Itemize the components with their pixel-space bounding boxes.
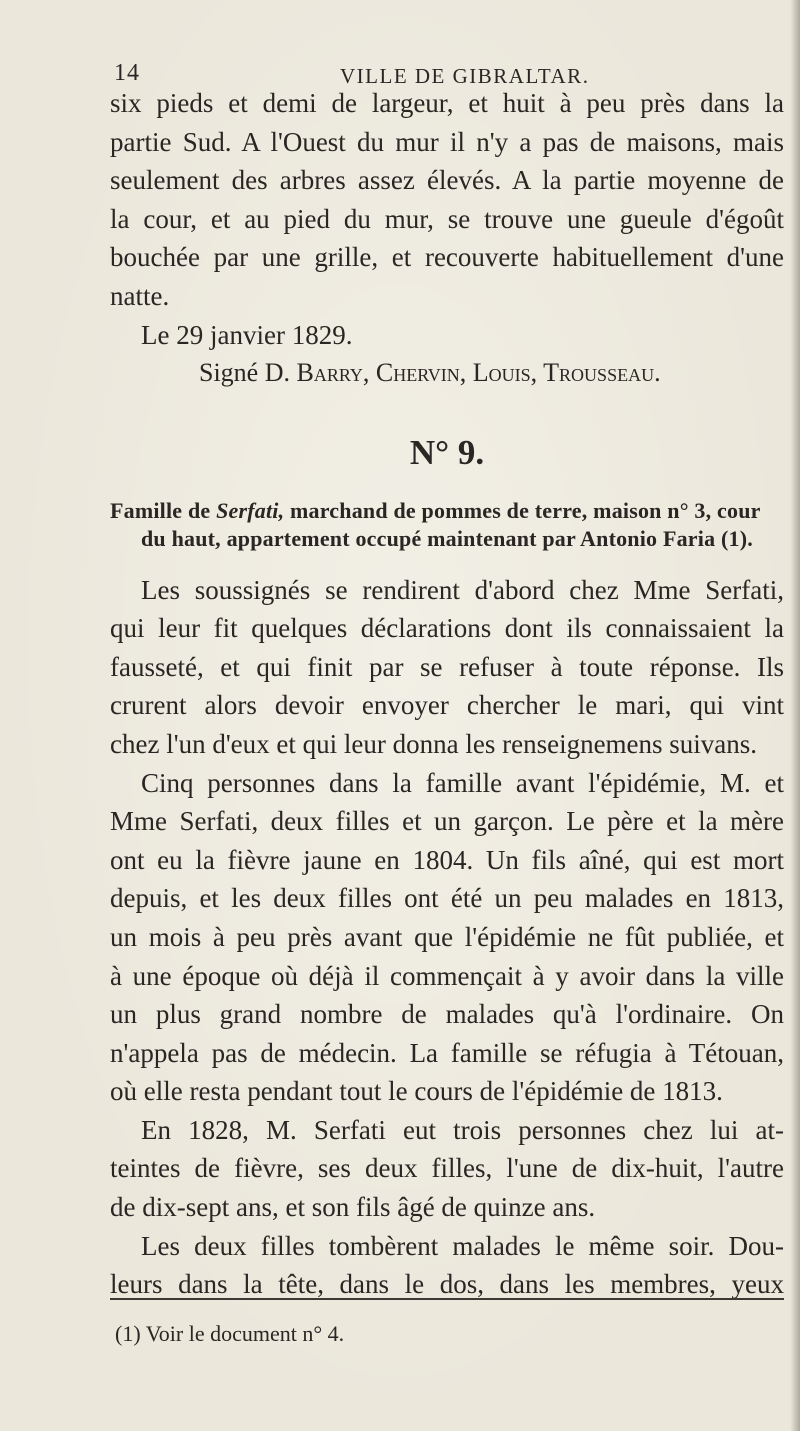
text-line: la cour, et au pied du mur, se trouve une gueule d'égoût xyxy=(110,203,784,234)
text-line: depuis, et les deux filles ont été un peu malades en 1813, xyxy=(110,883,784,914)
description-part: Famille de xyxy=(110,497,217,523)
running-head: VILLE DE GIBRALTAR. xyxy=(340,64,590,88)
family-name: Serfati, xyxy=(216,497,285,523)
section-description xyxy=(110,497,784,553)
text-line: En 1828, M. Serfati eut trois personnes chez lui at- xyxy=(141,1114,784,1145)
text-line: Les deux filles tombèrent malades le même soir. Dou- xyxy=(141,1230,784,1261)
date-line: Le 29 janvier 1829. xyxy=(141,319,353,350)
section-heading: N° 9. xyxy=(409,432,485,472)
text-line: natte. xyxy=(110,280,170,311)
text-line: fausseté, et qui finit par se refuser à toute réponse. Ils xyxy=(110,651,784,682)
text-line: chez l'un d'eux et qui leur donna les renseignemens suivans. xyxy=(110,728,758,759)
text-line: où elle resta pendant tout le cours de l'épidémie de 1813. xyxy=(110,1076,723,1107)
text-line: teintes de fièvre, ses deux filles, l'une de dix-huit, l'autre xyxy=(110,1153,784,1184)
text-line: un plus grand nombre de malades qu'à l'ordinaire. On xyxy=(110,999,784,1030)
footnote: (1) Voir le document n° 4. xyxy=(115,1321,345,1346)
text-line: leurs dans la tête, dans le dos, dans les membres, yeux xyxy=(110,1269,784,1300)
signed-prefix: Signé D. xyxy=(199,357,297,387)
text-line: Mme Serfati, deux filles et un garçon. Le père et la mère xyxy=(110,806,784,837)
page-edge-shadow xyxy=(790,0,800,1431)
continuation-paragraph xyxy=(110,84,784,316)
signatory-names: Barry, Chervin, Louis, Trousseau. xyxy=(296,357,661,387)
page-number: 14 xyxy=(114,60,140,86)
text-line: n'appela pas de médecin. La famille se réfugia à Tétouan, xyxy=(110,1037,784,1068)
text-line: ont eu la fièvre jaune en 1804. Un fils aîné, qui est mort xyxy=(110,844,784,875)
signature-line xyxy=(199,354,784,392)
text-line: à une époque où déjà il commençait à y avoir dans la ville xyxy=(110,960,784,991)
text-line: partie Sud. A l'Ouest du mur il n'y a pas de maisons, mais xyxy=(110,126,784,157)
body-text xyxy=(110,84,784,1304)
description-line: du haut, appartement occupé maintenant par Antonio Faria (1). xyxy=(141,525,753,551)
text-line: crurent alors devoir envoyer chercher le mari, qui vint xyxy=(110,690,784,721)
paragraph xyxy=(110,1111,784,1227)
text-line: six pieds et demi de largeur, et huit à peu près dans la xyxy=(110,88,784,118)
text-line: un mois à peu près avant que l'épidémie ne fût publiée, et xyxy=(110,921,784,952)
paragraph xyxy=(110,1227,784,1304)
text-line: Cinq personnes dans la famille avant l'épidémie, M. et xyxy=(141,767,784,798)
text-line: qui leur fit quelques déclarations dont ils connaissaient la xyxy=(110,613,784,644)
description-part: marchand de pommes de terre, maison n° 3, cour xyxy=(284,497,761,523)
footnote-rule xyxy=(110,1298,784,1300)
paragraph xyxy=(110,764,784,1111)
text-line: seulement des arbres assez élevés. A la partie moyenne de xyxy=(110,165,784,196)
text-line: de dix-sept ans, et son fils âgé de quinze ans. xyxy=(110,1192,596,1223)
text-line: Les soussignés se rendirent d'abord chez Mme Serfati, xyxy=(141,574,784,605)
paragraph xyxy=(110,571,784,764)
text-line: bouchée par une grille, et recouverte habituellement d'une xyxy=(110,242,784,273)
